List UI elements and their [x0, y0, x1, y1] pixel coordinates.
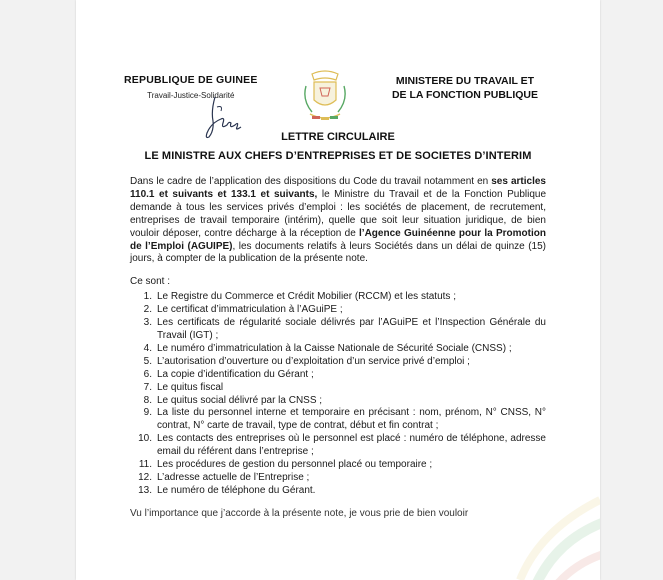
document-page — [76, 0, 600, 580]
header-right — [392, 74, 538, 102]
paragraph-1-part-e: , les documents relatifs à leurs Sociétés dans un délai de quinze (15) jours, à compter de la publication de la présente note. — [130, 240, 547, 265]
list-item — [130, 317, 546, 343]
list-item-text: Les contacts des entreprises où le personnel est placé : numéro de téléphone, adresse email du référent dans l’entreprise ; — [157, 433, 546, 458]
seal-watermark-icon — [510, 480, 600, 580]
coat-of-arms-icon — [298, 66, 352, 124]
list-item-number: 11. — [138, 459, 152, 471]
list-item-text: La copie d’identification du Gérant ; — [157, 368, 314, 380]
list-item-number: 2. — [143, 304, 152, 316]
letter-body — [130, 176, 546, 521]
list-item — [130, 485, 546, 498]
letter-subtitle: LE MINISTRE AUX CHEFS D’ENTREPRISES ET DE SOCIETES D’INTERIM — [144, 150, 532, 162]
list-item-number: 12. — [138, 471, 152, 483]
document-list — [130, 291, 546, 498]
list-item-number: 7. — [143, 381, 152, 393]
list-item — [130, 304, 546, 317]
list-item-text: La liste du personnel interne et temporaire en précisant : nom, prénom, N° CNSS, N° contrat, N° carte de travail, type de contrat, début et fin contrat ; — [157, 407, 546, 432]
list-item-text: Le quitus fiscal — [157, 381, 224, 393]
list-item-text: Le quitus social délivré par la CNSS ; — [157, 394, 323, 406]
list-item-text: Les procédures de gestion du personnel placé ou temporaire ; — [157, 459, 433, 471]
list-item-number: 5. — [143, 355, 152, 367]
list-item-number: 8. — [143, 394, 152, 406]
ministry-line-2: DE LA FONCTION PUBLIQUE — [391, 89, 538, 101]
country-name: REPUBLIQUE DE GUINEE — [124, 74, 258, 86]
list-item — [130, 291, 546, 304]
list-item-number: 10. — [138, 433, 152, 445]
list-item — [130, 395, 546, 408]
list-item — [130, 407, 546, 433]
list-item — [130, 433, 546, 459]
list-item-text: L’autorisation d’ouverture ou d’exploitation d’un service privé d’emploi ; — [157, 355, 470, 367]
list-item-number: 9. — [143, 407, 152, 419]
list-item-text: Le certificat d’immatriculation à l’AGuiPE ; — [157, 304, 343, 316]
list-item-text: Le numéro d’immatriculation à la Caisse Nationale de Sécurité Sociale (CNSS) ; — [157, 342, 512, 354]
list-intro: Ce sont : — [130, 276, 171, 288]
list-item — [130, 472, 546, 485]
list-item — [130, 459, 546, 472]
list-item-number: 6. — [143, 368, 152, 380]
list-item-text: Le numéro de téléphone du Gérant. — [157, 484, 316, 496]
list-item-number: 4. — [143, 342, 152, 354]
list-item — [130, 356, 546, 369]
list-item-number: 13. — [138, 484, 152, 496]
paragraph-1 — [130, 176, 546, 266]
list-item — [130, 369, 546, 382]
ministry-line-1: MINISTERE DU TRAVAIL ET — [395, 75, 535, 87]
national-motto: Travail-Justice-Solidarité — [147, 91, 235, 100]
list-item-number: 3. — [143, 317, 152, 329]
paragraph-1-articles: ses articles 110.1 et suivants et 133.1 et suivants, — [130, 176, 546, 200]
letter-title: LETTRE CIRCULAIRE — [281, 131, 395, 143]
paragraph-1-part-a: Dans le cadre de l’application des dispositions du Code du travail notamment en — [130, 176, 492, 187]
list-item-text: Les certificats de régularité sociale délivrés par l’AGuiPE et l’Inspection Générale du Travail (IGT) ; — [157, 317, 546, 341]
list-item — [130, 382, 546, 395]
closing-paragraph: Vu l’importance que j’accorde à la présente note, je vous prie de bien vouloir — [130, 507, 469, 519]
list-item — [130, 343, 546, 356]
paragraph-1-part-c: le Ministre du Travail et de la Fonction Publique demande à tous les services privés d’emploi : les sociétés de placement, de recrutement, entreprises de travail temporaire (intérim), quelle que soit leur situation juridique, de bien vouloir déposer, contre décharge à la réception de — [130, 188, 547, 239]
list-item-number: 1. — [143, 291, 152, 303]
paragraph-1-agency: l’Agence Guinéenne pour la Promotion de l’Emploi (AGUIPE) — [130, 227, 546, 252]
list-item-text: L’adresse actuelle de l’Entreprise ; — [157, 471, 310, 483]
list-item-text: Le Registre du Commerce et Crédit Mobilier (RCCM) et les statuts ; — [157, 291, 456, 303]
